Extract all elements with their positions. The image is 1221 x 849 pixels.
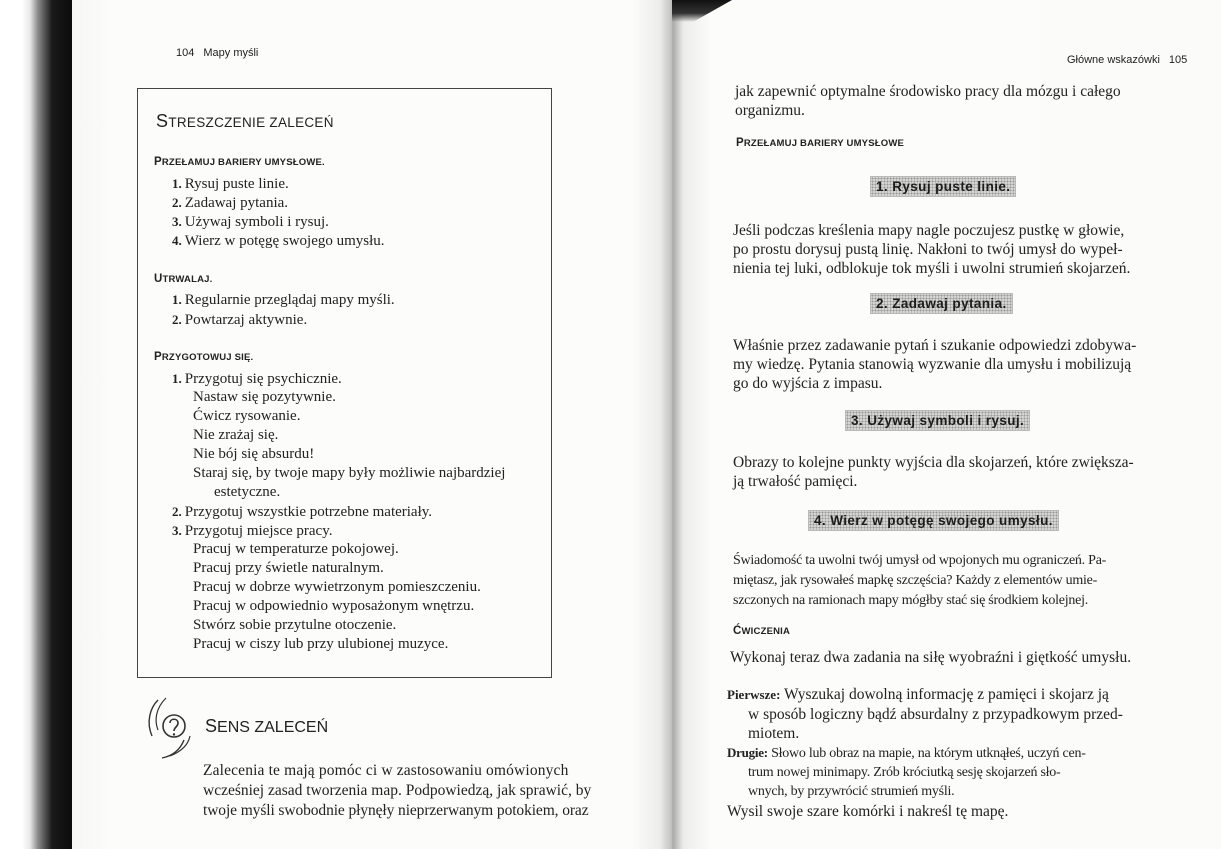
tip-text-line: nienia tej luki, odblokuje tok myśli i uwolni strumień skojarzeń. [733, 260, 1131, 277]
summary-subitem: Pracuj w temperaturze pokojowej. [193, 541, 399, 557]
running-head-title-left: Mapy myśli [203, 47, 259, 59]
tip-text-line: Właśnie przez zadawanie pytań i szukanie odpowiedzi zdobywa- [733, 337, 1137, 354]
summary-subitem: Nie zrażaj się. [193, 427, 279, 443]
summary-subitem: Ćwicz rysowanie. [193, 408, 301, 424]
summary-item: 1. Regularnie przeglądaj mapy myśli. [172, 292, 395, 308]
intro-line: jak zapewnić optymalne środowisko pracy dla mózgu i całego [735, 83, 1121, 100]
tip-text-line: go do wyjścia z impasu. [733, 375, 883, 392]
exercises-intro: Wykonaj teraz dwa zadania na siłę wyobraźni i giętkość umysłu. [730, 649, 1132, 666]
summary-subitem: Pracuj w odpowiednio wyposażonym wnętrzu. [193, 598, 475, 614]
exercise-second-line: wnych, by przywrócić strumień myśli. [748, 784, 955, 799]
summary-item: 1. Rysuj puste linie. [172, 176, 289, 192]
tip-text-line: Jeśli podczas kreślenia mapy nagle poczujesz pustkę w głowie, [733, 222, 1125, 239]
tip-text-line: Obrazy to kolejne punkty wyjścia dla skojarzeń, które zwiększa- [733, 454, 1134, 471]
summary-subitem: Pracuj przy świetle naturalnym. [193, 560, 384, 576]
exercises-closing: Wysil swoje szare komórki i nakreśl tę mapę. [727, 803, 1009, 820]
tip-text-line: my wiedzę. Pytania stanowią wyzwanie dla umysłu i mobilizują [733, 356, 1132, 373]
summary-item: 3. Używaj symboli i rysuj. [172, 214, 329, 230]
running-head-title-right: Główne wskazówki [1067, 54, 1160, 66]
exercise-second-line: trum nowej minimapy. Zrób króciutką sesję skojarzeń sło- [748, 765, 1061, 780]
summary-item: 3. Przygotuj miejsce pracy. [172, 523, 333, 539]
sens-title: SENS ZALECEŃ [205, 716, 329, 736]
summary-item: 2. Zadawaj pytania. [172, 195, 289, 211]
sens-paragraph-line: wcześniej zasad tworzenia map. Podpowiedzą, jak sprawić, by [203, 782, 592, 799]
tip-label-1: 1. Rysuj puste linie. [870, 176, 1016, 197]
summary-subitem: Stwórz sobie przytulne otoczenie. [193, 617, 397, 633]
right-running-head [1067, 54, 1187, 66]
summary-heading-przygotowuj: PRZYGOTOWUJ SIĘ. [154, 351, 254, 363]
summary-heading-przelamuj: PRZEŁAMUJ BARIERY UMYSŁOWE. [154, 156, 325, 168]
tip-label-2: 2. Zadawaj pytania. [870, 293, 1013, 314]
left-running-head [176, 47, 258, 59]
page-number-right: 105 [1168, 54, 1188, 66]
sens-paragraph-line: twoje myśli swobodnie płynęły nieprzerwanym potokiem, oraz [203, 802, 589, 819]
section-heading-przelamuj: PRZEŁAMUJ BARIERY UMYSŁOWE [736, 137, 905, 149]
intro-line: organizmu. [735, 102, 805, 119]
book-edge-shadow [0, 0, 72, 849]
tip-text-line: szczonych na ramionach mapy mógłby stać się środkiem kolejnej. [733, 593, 1089, 608]
summary-item: 2. Powtarzaj aktywnie. [172, 312, 308, 328]
exercises-heading: ĆWICZENIA [733, 625, 791, 637]
tip-label-4: 4. Wierz w potęgę swojego umysłu. [808, 510, 1059, 531]
tip-label-3: 3. Używaj symboli i rysuj. [845, 410, 1030, 431]
exercise-first-line: miotem. [748, 725, 800, 742]
gutter-shadow [660, 0, 684, 849]
tip-text-line: ją trwałość pamięci. [733, 473, 858, 490]
exercise-second-line: Drugie: Słowo lub obraz na mapie, na którym utknąłeś, uczyń cen- [727, 745, 1086, 761]
summary-item: 4. Wierz w potęgę swojego umysłu. [172, 233, 385, 249]
exercise-first-line: w sposób logiczny bądź absurdalny z przypadkowym przed- [748, 706, 1123, 723]
exercise-first-line: Pierwsze: Wyszukaj dowolną informację z pamięci i skojarz ją [727, 686, 1109, 703]
summary-heading-utrwalaj: UTRWALAJ. [154, 273, 213, 285]
summary-subitem: Staraj się, by twoje mapy były możliwie najbardziej [193, 465, 506, 481]
summary-subitem: Pracuj w ciszy lub przy ulubionej muzyce. [193, 636, 449, 652]
head-question-icon [144, 696, 200, 760]
summary-subitem: Nastaw się pozytywnie. [193, 389, 336, 405]
tip-text-line: miętasz, jak rysowałeś mapkę szczęścia? Każdy z elementów umie- [733, 573, 1098, 588]
summary-box [137, 88, 552, 678]
sens-paragraph-line: Zalecenia te mają pomóc ci w zastosowaniu omówionych [203, 762, 569, 779]
summary-subitem: Pracuj w dobrze wywietrzonym pomieszczeniu. [193, 579, 481, 595]
summary-item: 1. Przygotuj się psychicznie. [172, 371, 342, 387]
summary-subitem: Nie bój się absurdu! [193, 446, 315, 462]
tip-text-line: Świadomość ta uwolni twój umysł od wpojonych mu ograniczeń. Pa- [733, 553, 1107, 568]
summary-item: 2. Przygotuj wszystkie potrzebne materiały. [172, 504, 433, 520]
summary-box-title: STRESZCZENIE ZALECEŃ [156, 111, 334, 131]
page-number-left: 104 [176, 47, 195, 59]
tip-text-line: po prostu dorysuj pustą linię. Nakłoni to twój umysł do wypeł- [733, 241, 1123, 258]
summary-subitem: estetyczne. [214, 484, 281, 500]
